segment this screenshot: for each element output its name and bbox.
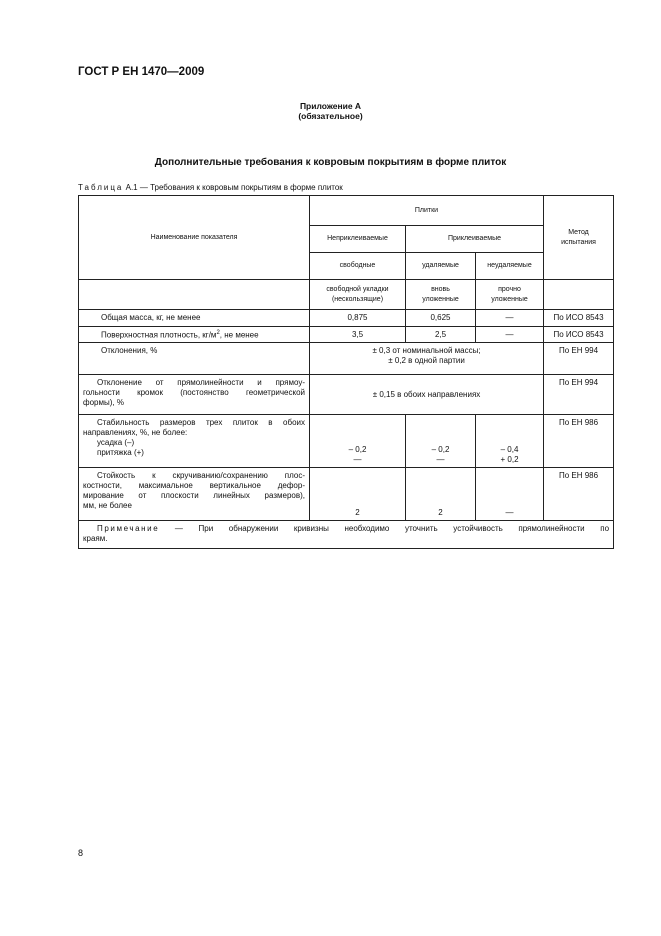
header-empty-cell <box>79 280 310 310</box>
row-density-name-suffix: , не менее <box>219 330 259 340</box>
row-mass-method: По ИСО 8543 <box>544 310 614 327</box>
table-row <box>79 468 614 521</box>
section-title: Дополнительные требования к ковровым покрытиям в форме плиток <box>154 157 507 168</box>
page-number: 8 <box>78 848 84 858</box>
table-note <box>79 521 614 549</box>
row-mass-non-removable: — <box>476 310 544 327</box>
row-stability-free-stretch: — <box>353 455 362 464</box>
row-straightness-name-line2: гольности кромок (постоянство геометрической <box>83 388 305 397</box>
row-mass-name: Общая масса, кг, не менее <box>79 310 310 327</box>
row-deviation-value-line1: ± 0,3 от номинальной массы; <box>372 346 481 355</box>
row-stability-free <box>310 415 406 468</box>
row-straightness-name-line1: Отклонение от прямолинейности и прямоу- <box>97 378 305 387</box>
header-tiles: Плитки <box>310 196 544 226</box>
row-density-name-prefix: Поверхностная плотность, кг/м <box>101 330 217 340</box>
row-density-method: По ИСО 8543 <box>544 327 614 343</box>
row-curling-removable: 2 <box>406 468 476 521</box>
annex-status: (обязательное) <box>298 111 363 121</box>
header-firmly-laid-line2: уложенные <box>491 295 528 303</box>
row-deviation-method: По ЕН 994 <box>544 343 614 375</box>
row-stability-non-removable <box>476 415 544 468</box>
header-method <box>544 196 614 280</box>
header-firmly-laid-line1: прочно <box>498 285 521 293</box>
header-free-laying-line1: свободной укладки <box>326 285 389 293</box>
row-stability-removable-stretch: — <box>436 455 445 464</box>
row-stability-removable <box>406 415 476 468</box>
row-stability-non-removable-shrink: – 0,4 <box>500 445 519 454</box>
row-stability-name-line4: притяжка (+) <box>97 448 144 457</box>
row-curling-non-removable: — <box>476 468 544 521</box>
table-note-row <box>79 521 614 549</box>
table-caption-text: А.1 — Требования к ковровым покрытиям в форме плиток <box>125 183 343 192</box>
row-stability-method: По ЕН 986 <box>544 415 614 468</box>
row-stability-name-line2: направлениях, %, не более: <box>83 428 188 437</box>
row-curling-name-line1: Стойкость к скручиванию/сохранению плос- <box>97 471 305 480</box>
row-straightness-name-line3: формы), % <box>83 398 124 407</box>
header-indicator: Наименование показателя <box>79 196 310 280</box>
header-empty-cell <box>544 280 614 310</box>
row-curling-method: По ЕН 986 <box>544 468 614 521</box>
header-free: свободные <box>310 253 406 280</box>
row-curling-free: 2 <box>310 468 406 521</box>
header-glued: Приклеиваемые <box>406 226 544 253</box>
header-removable: удаляемые <box>406 253 476 280</box>
row-mass-free: 0,875 <box>310 310 406 327</box>
table-note-line2: краям. <box>83 534 108 543</box>
row-density-name <box>79 327 310 343</box>
annex-heading <box>0 101 661 121</box>
row-mass-removable: 0,625 <box>406 310 476 327</box>
header-firmly-laid <box>476 280 544 310</box>
header-newly-laid-line2: уложенные <box>422 295 459 303</box>
row-density-non-removable: — <box>476 327 544 343</box>
annex-title: Приложение А <box>299 101 362 111</box>
row-straightness-name <box>79 375 310 415</box>
header-newly-laid <box>406 280 476 310</box>
table-row <box>79 415 614 468</box>
row-density-free: 3,5 <box>310 327 406 343</box>
table-row <box>79 343 614 375</box>
row-straightness-method: По ЕН 994 <box>544 375 614 415</box>
row-stability-name-line1: Стабильность размеров трех плиток в обоих <box>97 418 305 427</box>
header-newly-laid-line1: вновь <box>431 285 450 293</box>
row-deviation-value-line2: ± 0,2 в одной партии <box>388 356 465 365</box>
table-note-text: — При обнаружении кривизны необходимо уточнить устойчивость прямолинейности по <box>174 524 610 533</box>
table-row <box>79 375 614 415</box>
document-code: ГОСТ Р ЕН 1470—2009 <box>78 66 205 78</box>
row-straightness-value: ± 0,15 в обоих направлениях <box>310 375 544 415</box>
header-non-glued: Неприклеиваемые <box>310 226 406 253</box>
row-stability-free-shrink: – 0,2 <box>348 445 367 454</box>
header-free-laying-line2: (нескользящие) <box>331 295 384 303</box>
requirements-table <box>78 195 614 549</box>
table-caption-label: Таблица <box>78 183 124 192</box>
table-row <box>79 327 614 343</box>
row-curling-name-line4: мм, не более <box>83 501 132 510</box>
row-density-name-sup: 2 <box>216 330 220 337</box>
row-stability-non-removable-stretch: + 0,2 <box>500 455 519 464</box>
table-note-line1 <box>83 524 609 534</box>
header-method-line1: Метод <box>568 228 589 236</box>
row-curling-name-line3: мирование от плоскости линейных размеров), <box>83 491 305 500</box>
table-caption <box>78 183 343 192</box>
row-stability-removable-shrink: – 0,2 <box>431 445 450 454</box>
row-density-removable: 2,5 <box>406 327 476 343</box>
row-deviation-name: Отклонения, % <box>79 343 310 375</box>
header-non-removable: неудаляемые <box>476 253 544 280</box>
header-method-line2: испытания <box>561 238 596 246</box>
table-row <box>79 310 614 327</box>
table-note-label: Примечание <box>97 524 160 533</box>
row-stability-name-line3: усадка (–) <box>97 438 135 447</box>
row-stability-name <box>79 415 310 468</box>
row-curling-name-line2: костности, максимальное вертикальное дефор- <box>83 481 305 490</box>
row-curling-name <box>79 468 310 521</box>
header-free-laying <box>310 280 406 310</box>
row-deviation-value <box>310 343 544 375</box>
